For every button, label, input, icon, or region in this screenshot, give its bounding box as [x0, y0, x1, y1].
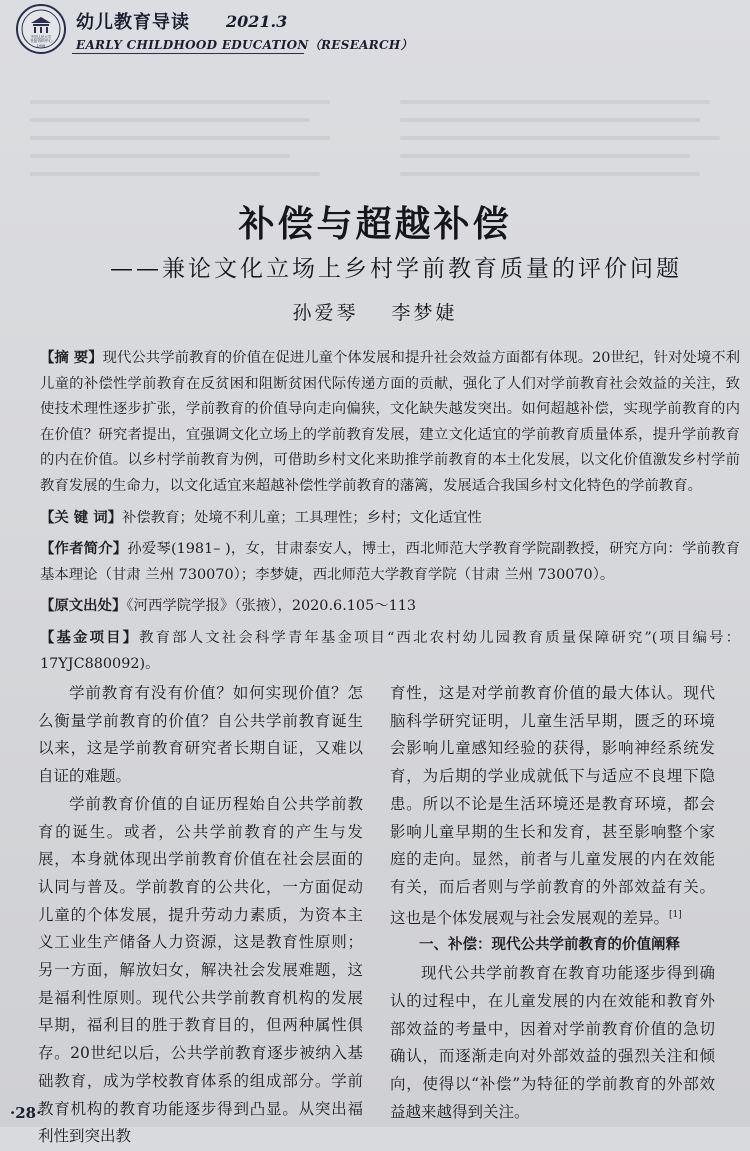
- abstract-paragraph: [40, 346, 740, 500]
- body-left-column: [38, 680, 363, 1151]
- keywords-text: 补偿教育；处境不利儿童；工具理性；乡村；文化适宜性: [121, 509, 482, 526]
- body-paragraph: 学前教育价值的自证历程始自公共学前教育的诞生。或者，公共学前教育的产生与发展，本身就体现出学前教育价值在社会层面的认同与普及。学前教育的公共化，一方面促动儿童的个体发展，提升劳动力素质，为资本主义工业生产储备人力资源，这是教育性原则；另一方面，解放妇女，解决社会发展难题，这是福利性原则。现代公共学前教育机构的发展早期，福利目的胜于教育目的，但两种属性俱存。20世纪以后，公共学前教育逐步被纳入基础教育，成为学校教育体系的组成部分。学前教育机构的教育功能逐步得到凸显。从突出福利性到突出教: [38, 794, 363, 1146]
- abstract-label: 【摘 要】: [40, 350, 103, 366]
- fund-paragraph: [40, 626, 740, 677]
- logo-line2: 书报资料中心: [29, 38, 53, 43]
- body-paragraph-text: 育性，这是对学前教育价值的最大体认。现代脑科学研究证明，儿童生活早期，匮乏的环境会影响儿童感知经验的获得，影响神经系统发育，为后期的学业成就低下与适应不良埋下隐患。所以不论是生活环境还是教育环境，都会影响儿童早期的生长和发育，甚至影响整个家庭的走向。显然，前者与儿童发展的内在效能有关，而后者则与学前教育的外部效益有关。这也是个体发展观与社会发展观的差异。: [390, 684, 715, 927]
- article-authors: 孙爱琴 李梦婕: [292, 302, 458, 324]
- author-info-text: 孙爱琴(1981– )，女，甘肃泰安人，博士，西北师范大学教育学院副教授，研究方向：学前教育基本理论（甘肃 兰州 730070）；李梦婕，西北师范大学教育学院（甘肃 兰州 730070）。: [40, 541, 740, 583]
- abstract-text: 现代公共学前教育的价值在促进儿童个体发展和提升社会效益方面都有体现。20世纪，针对处境不利儿童的补偿性学前教育在反贫困和阻断贫困代际传递方面的贡献，强化了人们对学前教育社会效益的关注，致使技术理性逐步扩张，学前教育的价值导向走向偏狭，文化缺失越发突出。如何超越补偿，实现学前教育的内在价值？研究者提出，宜强调文化立场上的学前教育发展，建立文化适宜的学前教育质量体系，提升学前教育的内在价值。以乡村学前教育为例，可借助乡村文化来助推学前教育的本土化发展，以文化价值激发乡村学前教育发展的生命力，以文化适宜来超越补偿性学前教育的藩篱，发展适合我国乡村文化特色的学前教育。: [40, 350, 740, 494]
- source-paragraph: [40, 594, 740, 620]
- article-subtitle: ——兼论文化立场上乡村学前教育质量的评价问题: [110, 256, 682, 282]
- source-text: 《河西学院学报》（张掖），2020.6.105～113: [126, 598, 417, 615]
- body-paragraph: 学前教育有没有价值？如何实现价值？怎么衡量学前教育的价值？自公共学前教育诞生以来，这是学前教育研究者长期自证，又难以自证的难题。: [38, 684, 363, 786]
- body-paragraph: [390, 680, 715, 932]
- publisher-seal-icon: [16, 4, 66, 54]
- logo-year: 1958: [36, 44, 46, 48]
- logo-line1: 中国人民大学: [30, 35, 52, 39]
- page-number: ·28·: [10, 1104, 42, 1122]
- journal-title-en: EARLY CHILDHOOD EDUCATION（RESEARCH）: [76, 38, 413, 52]
- author-info-paragraph: [40, 537, 740, 588]
- journal-title-cn: 幼儿教育导读: [76, 12, 190, 33]
- reference-mark: [1]: [669, 909, 682, 920]
- issue-number: 2021.3: [226, 12, 288, 31]
- source-label: 【原文出处】: [40, 598, 127, 615]
- keywords-paragraph: [40, 506, 740, 532]
- section-heading: 一、补偿：现代公共学前教育的价值阐释: [419, 937, 680, 954]
- author-info-label: 【作者简介】: [40, 541, 128, 558]
- fund-text: 教育部人文社会科学青年基金项目“西北农村幼儿园教育质量保障研究”(项目编号：17YJC880092)。: [40, 629, 740, 672]
- article-title: 补偿与超越补偿: [238, 203, 512, 245]
- header-rule: [72, 53, 304, 54]
- body-right-column: [390, 680, 715, 1126]
- fund-label: 【基金项目】: [40, 629, 140, 646]
- keywords-label: 【关 键 词】: [40, 509, 122, 526]
- abstract-block: [40, 346, 740, 683]
- body-paragraph: 现代公共学前教育在教育功能逐步得到确认的过程中，在儿童发展的内在效能和教育外部效益的考量中，因着对学前教育价值的急切确认，而逐渐走向对外部效益的强烈关注和倾向，使得以“补偿”为特征的学前教育的外部效益越来越得到关注。: [390, 964, 715, 1121]
